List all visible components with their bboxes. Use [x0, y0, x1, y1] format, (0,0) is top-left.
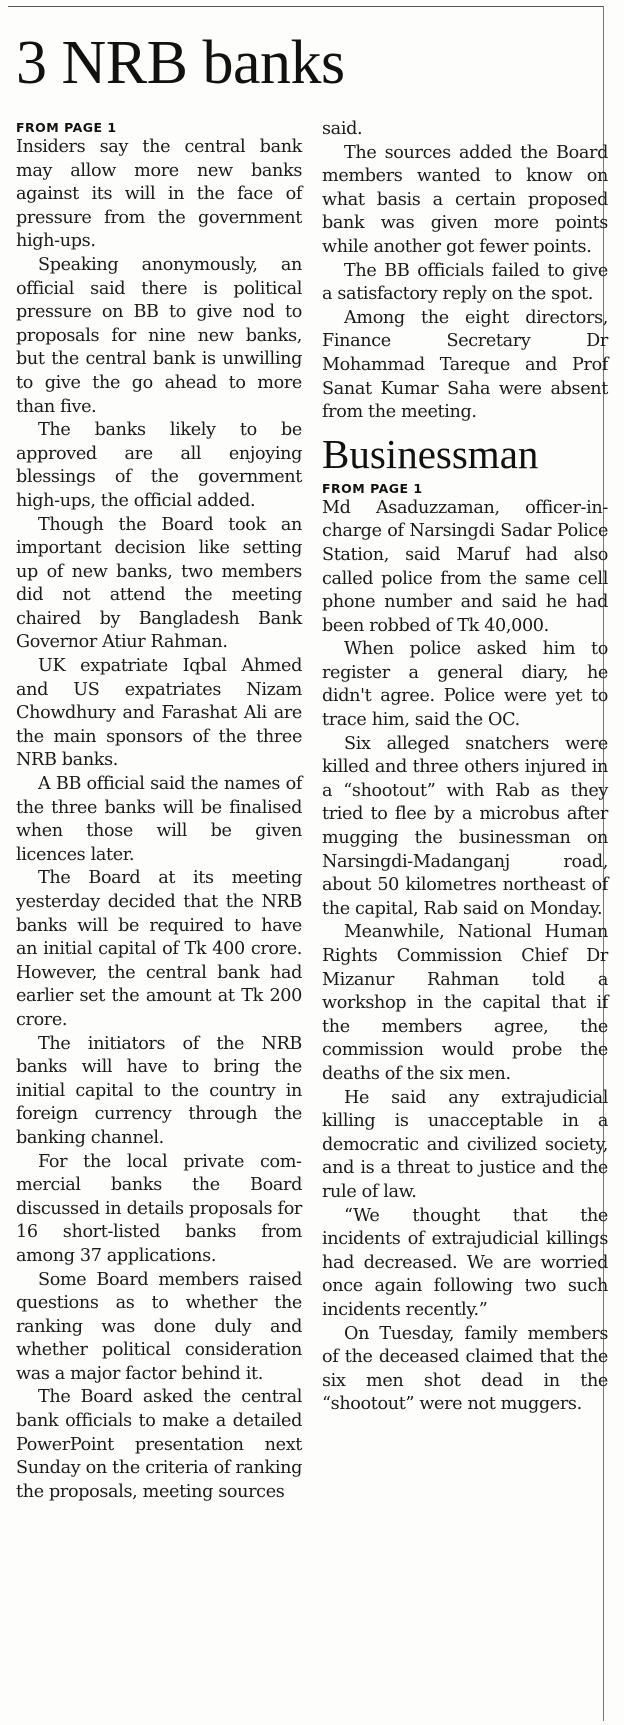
paragraph: Some Board members raised questions as to whether the ranking was done duly and whether political consideration was a major factor behind it. [16, 1269, 302, 1384]
headline-businessman: Businessman [322, 430, 539, 477]
paragraph: Speaking anonymously, an official said there is political pressure on BB to give nod to proposals for nine new banks, but the central bank is unwilling to give the go ahead to more than five. [16, 254, 302, 417]
right-column [322, 118, 608, 1417]
paragraph: Meanwhile, National Human Rights Commission Chief Dr Mizanur Rahman told a workshop in the capital that if the members agree, the commission would probe the deaths of the six men. [322, 922, 608, 1084]
top-divider [8, 6, 604, 7]
headline-nrb-banks: 3 NRB banks [16, 29, 345, 97]
paragraph: Among the eight directors, Finance Secretary Dr Mohammad Tareque and Prof Sanat Kumar Saha were absent from the meeting. [322, 307, 608, 423]
paragraph: When police asked him to register a general diary, he didn't agree. Police were yet to trace him, said the OC. [322, 639, 608, 731]
paragraph: Md Asaduzzaman, officer-in-charge of Narsingdi Sadar Police Station, said Maruf had also called police from the same cell phone number and said he had been robbed of Tk 40,000. [322, 497, 608, 636]
paragraph: The Board at its meeting yesterday decided that the NRB banks will be required to have an initial capital of Tk 400 crore. However, the central bank had earlier set the amount at Tk 200 crore. [16, 868, 302, 1030]
from-page-label: FROM PAGE 1 [16, 120, 117, 135]
paragraph: The banks likely to be approved are all enjoying blessings of the government high-ups, the official added. [16, 420, 302, 511]
paragraph: The BB officials failed to give a satisfactory reply on the spot. [322, 260, 608, 305]
paragraph: On Tuesday, family members of the deceased claimed that the six men shot dead in the “shootout” were not muggers. [322, 1323, 608, 1415]
paragraph: Insiders say the central bank may allow more new banks against its will in the face of pressure from the government high-ups. [16, 137, 302, 252]
left-column [16, 120, 302, 1504]
paragraph: For the local private commercial banks the Board discussed in details proposals for 16 short-listed banks from among 37 applications. [16, 1151, 302, 1266]
paragraph: Six alleged snatchers were killed and three others injured in a “shootout” with Rab as they tried to flee by a microbus after mugging the businessman on Narsingdi-Madanganj road, about 50 kilometres northeast of the capital, Rab said on Monday. [322, 733, 608, 919]
paragraph: The initiators of the NRB banks will have to bring the initial capital to the country in foreign currency through the banking channel. [16, 1033, 302, 1148]
paragraph: The sources added the Board members wanted to know on what basis a certain proposed bank was given more points while another got fewer points. [322, 142, 608, 257]
paragraph: The Board asked the central bank officials to make a detailed PowerPoint presentation next Sunday on the criteria of ranking the proposals, meeting sources [16, 1387, 302, 1502]
paragraph: Though the Board took an important decision like setting up of new banks, two members did not attend the meeting chaired by Bangladesh Bank Governor Atiur Rahman. [16, 514, 302, 653]
paragraph: A BB official said the names of the three banks will be finalised when those will be given licences later. [16, 774, 302, 865]
paragraph: He said any extrajudicial killing is unacceptable in a democratic and civilized society, and is a threat to justice and the rule of law. [322, 1087, 608, 1202]
continued-text: said. [322, 119, 363, 139]
paragraph: UK expatriate Iqbal Ahmed and US expatriates Nizam Chowdhury and Farashat Ali are the main sponsors of the three NRB banks. [16, 656, 302, 771]
from-page-label: FROM PAGE 1 [322, 480, 423, 496]
paragraph: “We thought that the incidents of extrajudicial killings had decreased. We are worried once again following two such incidents recently.” [322, 1205, 608, 1320]
